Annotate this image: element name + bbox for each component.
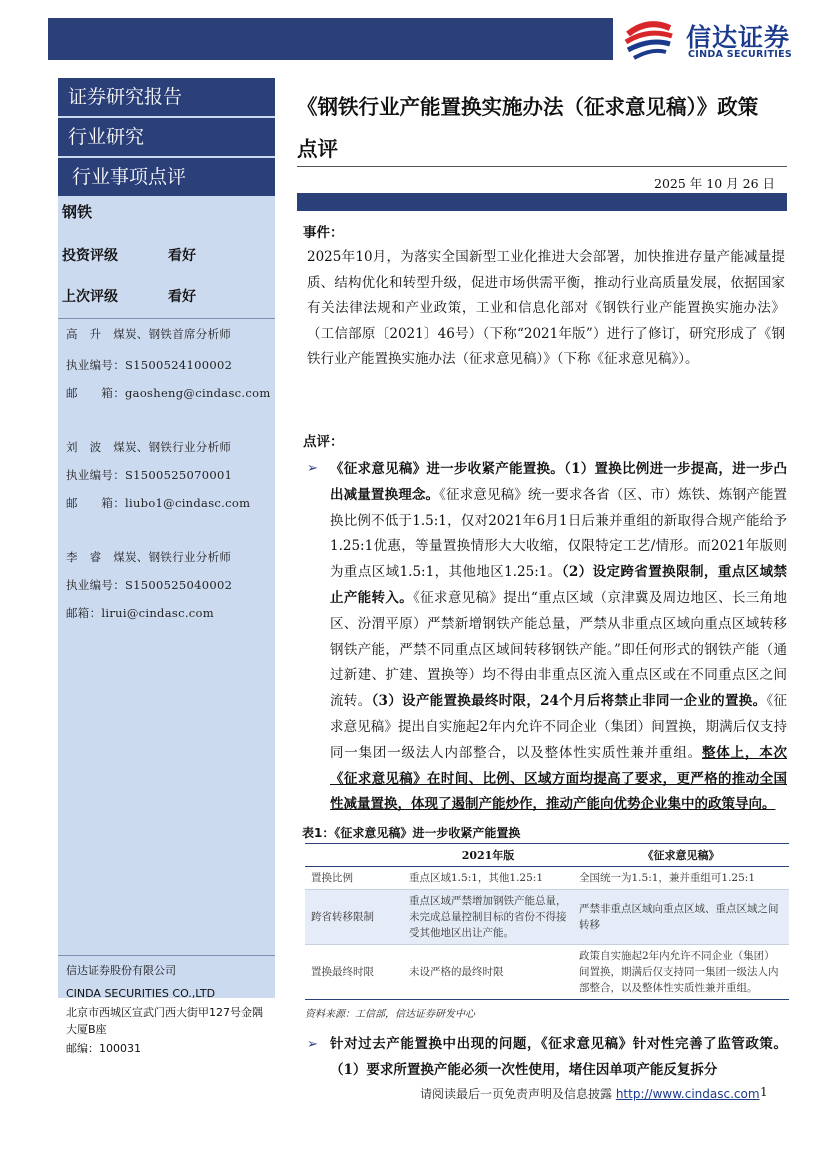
header-bar	[48, 18, 613, 60]
analyst-email[interactable]: 邮 箱：gaosheng@cindasc.com	[66, 386, 271, 400]
analyst-name: 李 睿 煤炭、钢铁行业分析师	[66, 550, 232, 564]
report-subcategory: 行业事项点评	[58, 158, 275, 196]
bullet-arrow-icon: ➢	[307, 1037, 318, 1052]
logo-text: 信达证券	[686, 23, 791, 52]
rating-label: 投资评级	[62, 248, 118, 264]
table-header: 2021年版	[403, 844, 573, 867]
analyst-email[interactable]: 邮 箱：liubo1@cindasc.com	[66, 496, 251, 510]
prev-rating-value: 看好	[168, 289, 196, 305]
analyst-cert: 执业编号：S1500525040002	[66, 578, 233, 592]
company-address: 北京市西城区宣武门西大街甲127号金隅大厦B座	[66, 1006, 263, 1036]
event-text: 2025年10月，为落实全国新型工业化推进大会部署，加快推进存量产能减量提质、结构优化和转型升级，促进市场供需平衡，推动行业高质量发展，依据国家有关法律法规和产业政策，工业和信息化部对《钢铁行业产能置换实施办法》（工信部原〔2021〕46号）（下称“2021年版”）进行了修订，研究形成了《钢铁行业产能置换实施办法（征求意见稿）》（下称《征求意见稿》）。	[307, 249, 785, 368]
event-heading: 事件：	[303, 225, 344, 241]
website-link[interactable]: http://www.cindasc.com	[615, 1087, 760, 1101]
table-header	[305, 844, 403, 867]
comparison-table	[305, 843, 789, 1000]
analyst-cert: 执业编号：S1500525070001	[66, 468, 233, 482]
table-caption: 表1：《征求意见稿》进一步收紧产能置换	[302, 826, 521, 840]
table-header: 《征求意见稿》	[573, 844, 789, 867]
bullet-arrow-icon: ➢	[307, 461, 318, 476]
bullet-paragraph: 针对过去产能置换中出现的问题，《征求意见稿》针对性完善了监管政策。（1）要求所置换产能必须一次性使用，堵住因单项产能反复拆分	[330, 1036, 787, 1078]
logo-text-en: CINDA SECURITIES	[688, 49, 793, 60]
prev-rating-label: 上次评级	[62, 289, 118, 305]
table-row: 置换最终时限 未设严格的最终时限 政策自实施起2年内允许不同企业（集团）间置换，期满后仅支持同一集团一级法人内部整合，以及整体性实质性兼并重组。	[305, 945, 789, 1000]
comment-heading: 点评：	[303, 434, 344, 450]
report-title: 《钢铁行业产能置换实施办法（征求意见稿）》政策 点评	[297, 95, 759, 161]
footer-disclaimer: 请阅读最后一页免责声明及信息披露 http://www.cindasc.com	[420, 1087, 760, 1101]
divider	[58, 955, 275, 956]
bullet-paragraph: 《征求意见稿》进一步收紧产能置换。（1）置换比例进一步提高，进一步凸出减量置换理念。《征求意见稿》统一要求各省（区、市）炼铁、炼钢产能置换比例不低于1.5:1，仅对2021年6月1日后兼并重组的新取得合规产能给予1.25:1优惠，等量置换情形大大收缩，仅限特定工艺/情形。而2021年版则为重点区域1.5:1，其他地区1.25:1。（2）设定跨省置换限制，重点区域禁止产能转入。《征求意见稿》提出“重点区域（京津冀及周边地区、长三角地区、汾渭平原）严禁新增钢铁产能总量，严禁从非重点区域向重点区域转移钢铁产能，严禁不同重点区域间转移钢铁产能。”即任何形式的钢铁产能（通过新建、扩建、置换等）均不得由非重点区流入重点区或在不同重点区之间流转。（3）设产能置换最终时限，24个月后将禁止非同一企业的置换。《征求意见稿》提出自实施起2年内允许不同企业（集团）间置换，期满后仅支持同一集团一级法人内部整合，以及整体性实质性兼并重组。整体上，本次《征求意见稿》在时间、比例、区域方面均提高了要求，更严格的推动全国性减量置换，体现了遏制产能炒作，推动产能向优势企业集中的政策导向。	[330, 461, 788, 813]
report-date: 2025 年 10 月 26 日	[654, 176, 775, 191]
company-postcode: 邮编：100031	[66, 1042, 141, 1055]
table-row: 置换比例 重点区域1.5:1，其他1.25:1 全国统一为1.5:1，兼并重组可1.25:1	[305, 867, 789, 890]
rating-value: 看好	[168, 248, 196, 264]
analyst-name: 刘 波 煤炭、钢铁行业分析师	[66, 440, 232, 454]
source-note: 资料来源：工信部，信达证券研发中心	[305, 1009, 475, 1020]
title-rule	[297, 166, 787, 167]
report-category: 行业研究	[58, 118, 275, 156]
section-bar	[297, 193, 787, 211]
company-name: 信达证券股份有限公司	[66, 964, 176, 977]
divider	[58, 318, 275, 319]
industry-label: 钢铁	[62, 203, 93, 221]
analyst-email[interactable]: 邮箱：lirui@cindasc.com	[66, 606, 214, 620]
page-number: 1	[760, 1085, 768, 1099]
report-type: 证券研究报告	[58, 78, 275, 116]
analyst-cert: 执业编号：S1500524100002	[66, 358, 233, 372]
table-row: 跨省转移限制 重点区域严禁增加钢铁产能总量，未完成总量控制目标的省份不得接受其他地区出让产能。 严禁非重点区域向重点区域、重点区域之间转移	[305, 890, 789, 945]
analyst-name: 高 升 煤炭、钢铁首席分析师	[66, 327, 232, 341]
company-name-en: CINDA SECURITIES CO.,LTD	[66, 987, 216, 1000]
